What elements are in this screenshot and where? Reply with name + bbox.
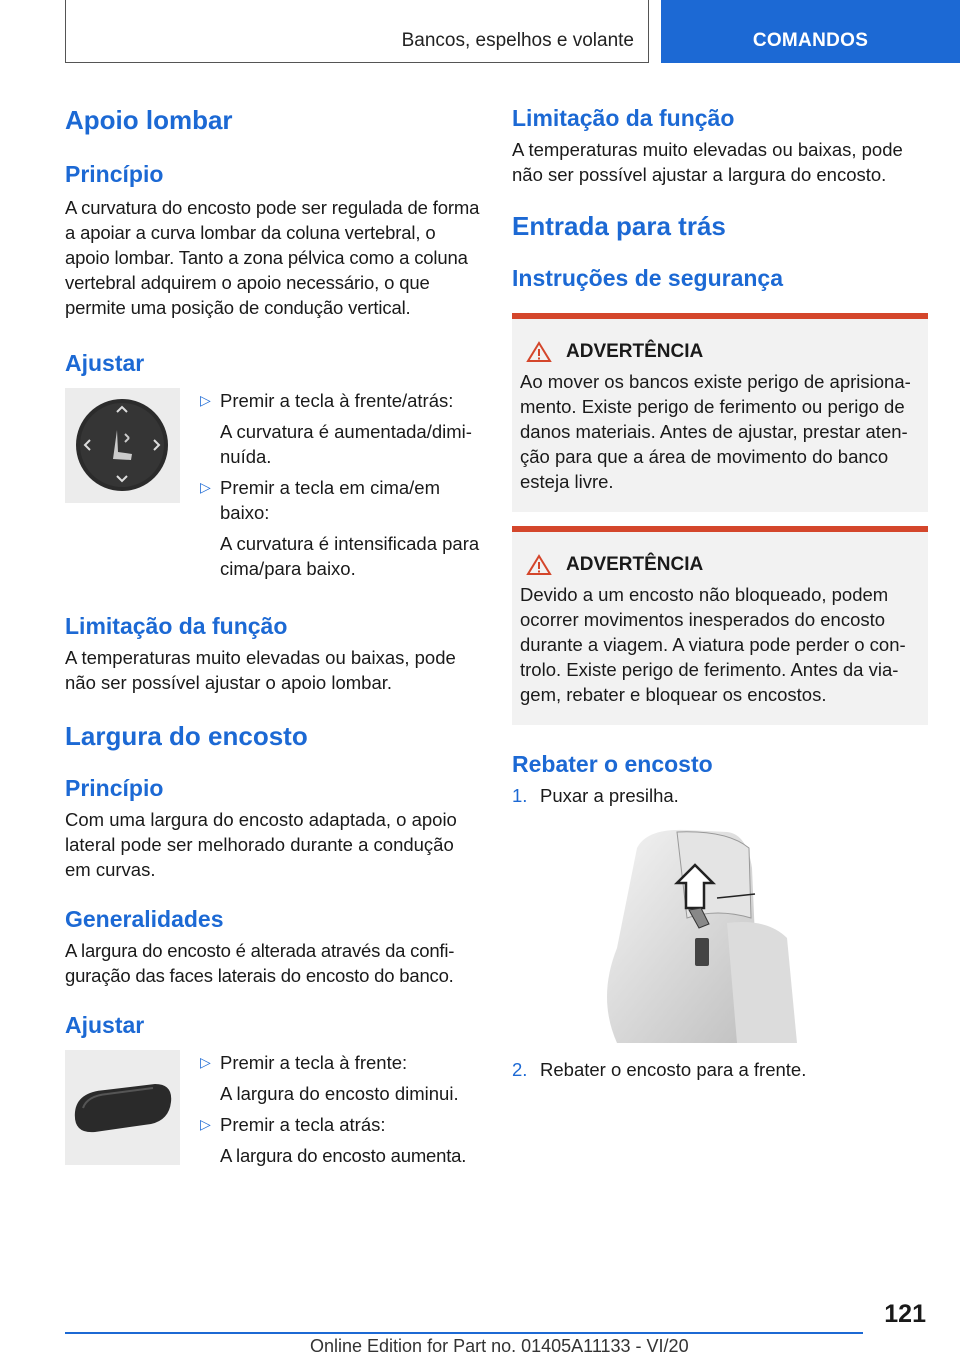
width-switch-image (65, 1050, 180, 1165)
warning-label-1: ADVERTÊNCIA (566, 341, 704, 362)
warning-triangle-icon (526, 554, 552, 576)
list-item: ▷ Premir a tecla à frente/atrás: A curvatura é aumentada/diminuída. (200, 390, 472, 467)
adjust-width-list (200, 1050, 480, 1168)
warning-box-2 (512, 526, 928, 725)
paragraph-limitacao-2: A temperaturas muito elevadas ou baixas, pode não ser possível ajustar a largura do encosto. (512, 139, 903, 185)
heading-generalidades: Generalidades (65, 906, 224, 932)
left-column (65, 100, 480, 1168)
adjust-lumbar-block (65, 388, 480, 581)
heading-limitacao-2: Limitação da função (512, 105, 735, 131)
heading-largura-encosto: Largura do encosto (65, 721, 308, 751)
seat-latch-illustration (577, 828, 827, 1043)
header-chapter-title: COMANDOS (752, 30, 869, 51)
list-item: 1. Puxar a presilha. (512, 785, 679, 806)
footer-edition: Online Edition for Part no. 01405A11133 - VI/20 (310, 1336, 689, 1356)
heading-ajustar-1: Ajustar (65, 350, 145, 376)
page-number: 121 (884, 1300, 926, 1328)
list-item: 2. Rebater o encosto para a frente. (512, 1059, 807, 1080)
header-chapter-tab[interactable] (661, 0, 960, 63)
heading-apoio-lombar: Apoio lombar (65, 105, 233, 135)
lumbar-switch-image (65, 388, 180, 503)
width-switch-icon (65, 1050, 180, 1165)
warning-label-2: ADVERTÊNCIA (566, 554, 704, 575)
heading-entrada-tras: Entrada para trás (512, 211, 726, 241)
heading-ajustar-2: Ajustar (65, 1012, 145, 1038)
list-item: ▷ Premir a tecla à frente: A largura do encosto diminui. (200, 1052, 459, 1104)
list-item: ▷ Premir a tecla em cima/em baixo: A curvatura é intensificada para cima/para baixo. (200, 477, 480, 579)
steps-list (512, 783, 928, 808)
adjust-width-block (65, 1050, 480, 1168)
heading-seguranca: Instruções de segurança (512, 265, 783, 291)
warning-title-2 (526, 554, 920, 576)
lumbar-switch-icon (65, 388, 180, 503)
seat-image (577, 828, 827, 1043)
paragraph-generalidades: A largura do encosto é alterada através da configuração das faces laterais do encosto do banco. (65, 940, 455, 986)
header-section-box (65, 0, 649, 63)
paragraph-limitacao-1: A temperaturas muito elevadas ou baixas, pode não ser possível ajustar o apoio lombar. (65, 647, 456, 693)
triangle-bullet-icon: ▷ (200, 392, 211, 408)
heading-limitacao-1: Limitação da função (65, 613, 288, 639)
heading-principio-1: Princípio (65, 161, 164, 187)
header-section-title: Bancos, espelhos e volante (401, 30, 634, 51)
paragraph-principio-2: Com uma largura do encosto adaptada, o apoio lateral pode ser melhorado durante a condução em curvas. (65, 809, 457, 880)
warning-title-1 (526, 341, 920, 363)
heading-rebater: Rebater o encosto (512, 751, 713, 777)
warning-text-1: Ao mover os bancos existe perigo de aprisionamento. Existe perigo de ferimento ou perigo de danos materiais. Antes de ajustar, prestar atenção para que a área de movimento do banco esteja livre. (520, 371, 911, 492)
adjust-lumbar-list (200, 388, 480, 581)
right-column (512, 100, 928, 1082)
steps-list-continued (512, 1057, 928, 1082)
triangle-bullet-icon: ▷ (200, 1054, 211, 1070)
warning-box-1 (512, 313, 928, 512)
list-item: ▷ Premir a tecla atrás: A largura do encosto aumenta. (200, 1114, 467, 1166)
warning-triangle-icon (526, 341, 552, 363)
triangle-bullet-icon: ▷ (200, 479, 211, 495)
triangle-bullet-icon: ▷ (200, 1116, 211, 1132)
heading-principio-2: Princípio (65, 775, 164, 801)
paragraph-principio-1: A curvatura do encosto pode ser regulada de forma a apoiar a curva lombar da coluna vertebral, o apoio lombar. Tanto a zona pélvica como a coluna vertebral adquirem o apoio necessário, o que permite uma posição de condução vertical. (65, 197, 480, 318)
warning-text-2: Devido a um encosto não bloqueado, podem ocorrer movimentos inesperados do encosto durante a viagem. A viatura pode perder o controlo. Existe perigo de ferimento. Antes da viagem, rebater e bloquear os encostos. (520, 584, 906, 705)
footer-rule (65, 1332, 863, 1334)
